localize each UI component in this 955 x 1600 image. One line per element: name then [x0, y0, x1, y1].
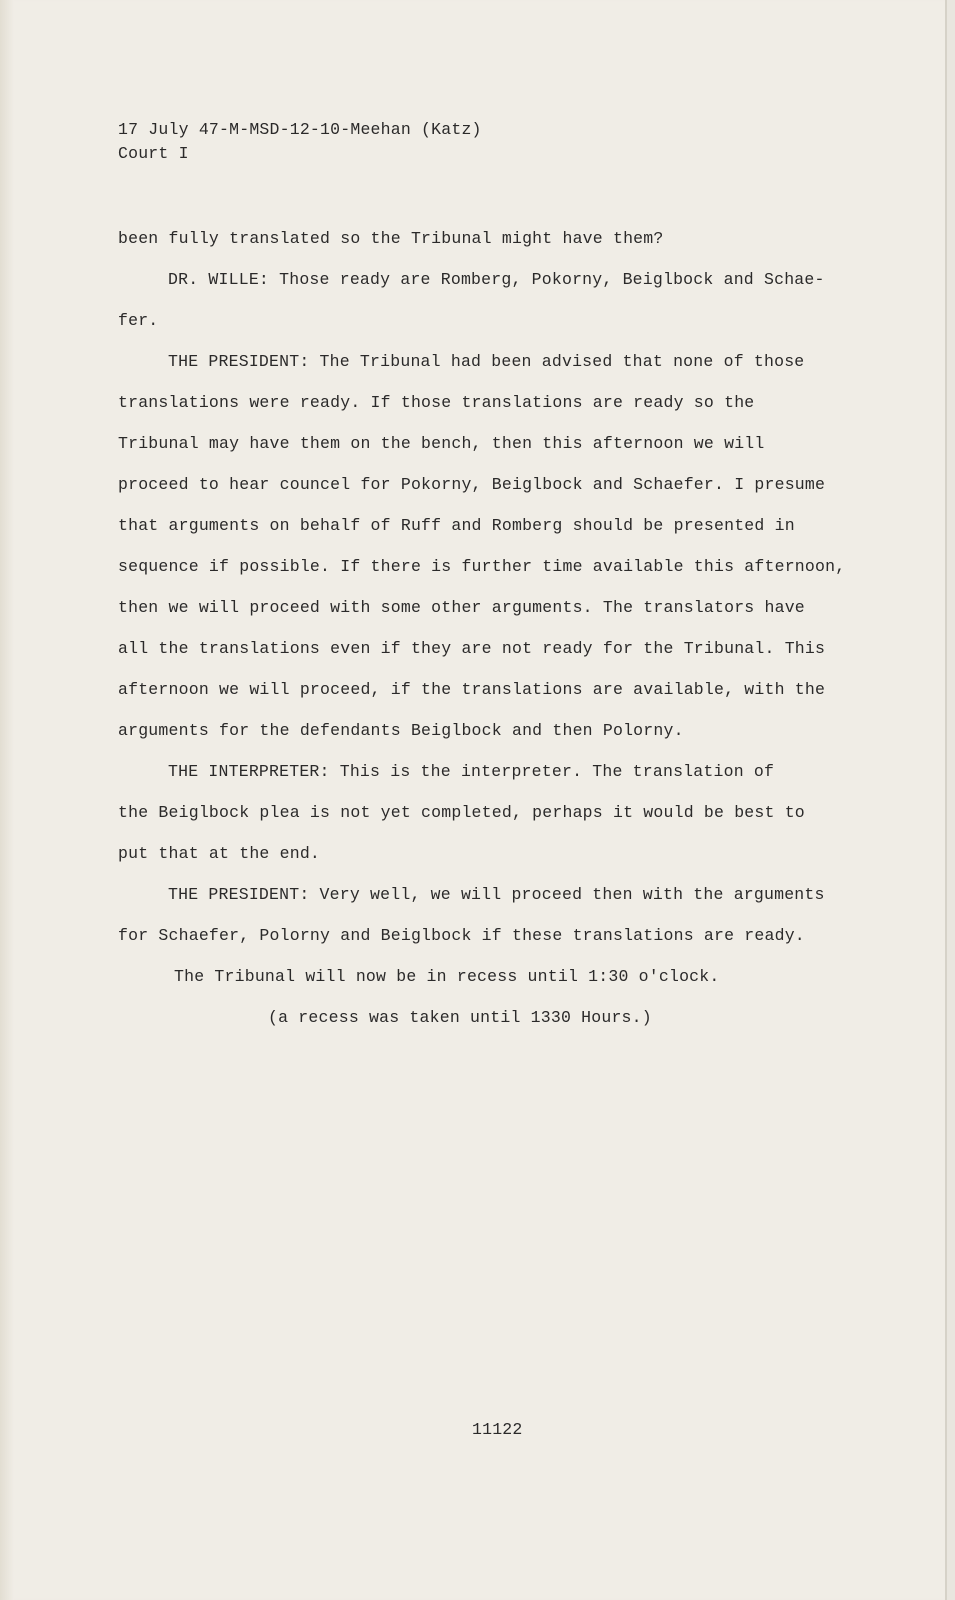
body-line: been fully translated so the Tribunal might have them? [118, 229, 664, 248]
body-line: THE INTERPRETER: This is the interpreter. The translation of [168, 762, 775, 781]
body-line: The Tribunal will now be in recess until 1:30 o'clock. [174, 967, 720, 986]
body-line: arguments for the defendants Beiglbock and then Polorny. [118, 721, 684, 740]
body-line: THE PRESIDENT: Very well, we will proceed then with the arguments [168, 885, 825, 904]
body-line: then we will proceed with some other arguments. The translators have [118, 598, 805, 617]
body-line: sequence if possible. If there is further time available this afternoon, [118, 557, 846, 576]
body-line: the Beiglbock plea is not yet completed, perhaps it would be best to [118, 803, 805, 822]
header-session-line: 17 July 47-M-MSD-12-10-Meehan (Katz) [118, 120, 482, 139]
body-line: for Schaefer, Polorny and Beiglbock if these translations are ready. [118, 926, 805, 945]
transcript-body [118, 218, 858, 1038]
body-line: proceed to hear councel for Pokorny, Beiglbock and Schaefer. I presume [118, 475, 826, 494]
body-line: all the translations even if they are not ready for the Tribunal. This [118, 639, 826, 658]
body-line: translations were ready. If those translations are ready so the [118, 393, 755, 412]
header-court-line: Court I [118, 144, 189, 163]
body-line: Tribunal may have them on the bench, then this afternoon we will [118, 434, 765, 453]
body-line: DR. WILLE: Those ready are Romberg, Pokorny, Beiglbock and Schae- [168, 270, 825, 289]
body-line: that arguments on behalf of Ruff and Romberg should be presented in [118, 516, 795, 535]
body-line: afternoon we will proceed, if the translations are available, with the [118, 680, 826, 699]
body-line: fer. [118, 311, 159, 330]
body-line: put that at the end. [118, 844, 321, 863]
page-number: 11122 [472, 1420, 523, 1439]
body-line: THE PRESIDENT: The Tribunal had been advised that none of those [168, 352, 805, 371]
body-line: (a recess was taken until 1330 Hours.) [268, 1008, 652, 1027]
document-header [118, 118, 482, 166]
paper-edge [0, 0, 14, 1600]
